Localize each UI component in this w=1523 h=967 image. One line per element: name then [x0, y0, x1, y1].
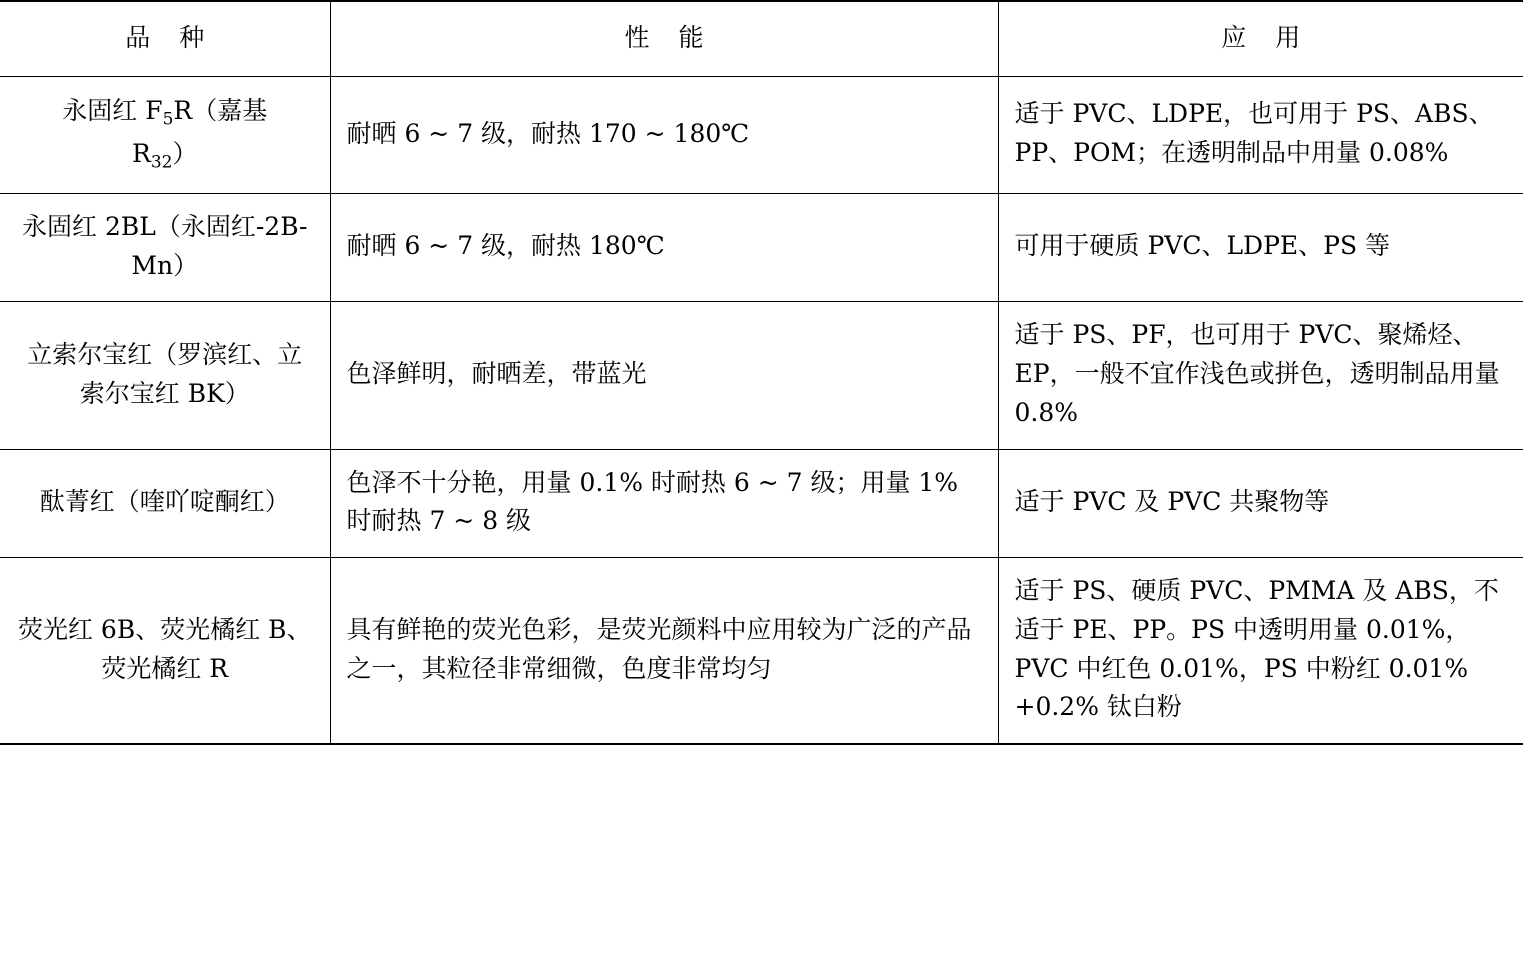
cell-variety: 荧光红 6B、荧光橘红 B、荧光橘红 R [0, 558, 330, 745]
variety-sub-2: 32 [150, 152, 173, 173]
cell-performance: 色泽不十分艳，用量 0.1% 时耐热 6 ~ 7 级；用量 1% 时耐热 7 ~ 8 级 [330, 449, 998, 558]
cell-variety-text [62, 96, 268, 173]
column-header-application-label: 应 用 [1221, 22, 1311, 52]
table-row [0, 449, 1523, 558]
table-row [0, 558, 1523, 745]
cell-performance: 耐晒 6 ~ 7 级，耐热 180℃ [330, 193, 998, 302]
variety-post: R [132, 138, 151, 168]
cell-variety: 永固红 2BL（永固红-2B-Mn） [0, 193, 330, 302]
cell-application: 适于 PS、硬质 PVC、PMMA 及 ABS，不适于 PE、PP。PS 中透明用量 0.01%，PVC 中红色 0.01%，PS 中粉红 0.01% +0.2% 钛白粉 [998, 558, 1523, 745]
cell-variety: 立索尔宝红（罗滨红、立索尔宝红 BK） [0, 302, 330, 449]
cell-performance: 耐晒 6 ~ 7 级，耐热 170 ~ 180℃ [330, 77, 998, 194]
variety-mid: R（嘉基 [173, 96, 268, 125]
table-row [0, 193, 1523, 302]
column-header-variety [0, 1, 330, 77]
cell-application: 适于 PVC 及 PVC 共聚物等 [998, 449, 1523, 558]
table-row [0, 302, 1523, 449]
column-header-performance-label: 性 能 [624, 22, 714, 52]
cell-variety [0, 77, 330, 194]
column-header-variety-label: 品 种 [125, 22, 215, 52]
table-row [0, 77, 1523, 194]
cell-application: 可用于硬质 PVC、LDPE、PS 等 [998, 193, 1523, 302]
cell-application: 适于 PVC、LDPE，也可用于 PS、ABS、PP、POM；在透明制品中用量 0.08% [998, 77, 1523, 194]
variety-sub-1: 5 [162, 109, 174, 130]
variety-pre: 永固红 F [62, 96, 163, 125]
column-header-performance [330, 1, 998, 77]
table-body [0, 77, 1523, 745]
cell-variety: 酞菁红（喹吖啶酮红） [0, 449, 330, 558]
variety-end: ） [172, 138, 198, 168]
cell-application: 适于 PS、PF，也可用于 PVC、聚烯烃、EP，一般不宜作浅色或拼色，透明制品用量 0.8% [998, 302, 1523, 449]
column-header-application [998, 1, 1523, 77]
table-header-row [0, 1, 1523, 77]
table-head [0, 1, 1523, 77]
cell-performance: 色泽鲜明，耐晒差，带蓝光 [330, 302, 998, 449]
cell-performance: 具有鲜艳的荧光色彩，是荧光颜料中应用较为广泛的产品之一，其粒径非常细微，色度非常均匀 [330, 558, 998, 745]
